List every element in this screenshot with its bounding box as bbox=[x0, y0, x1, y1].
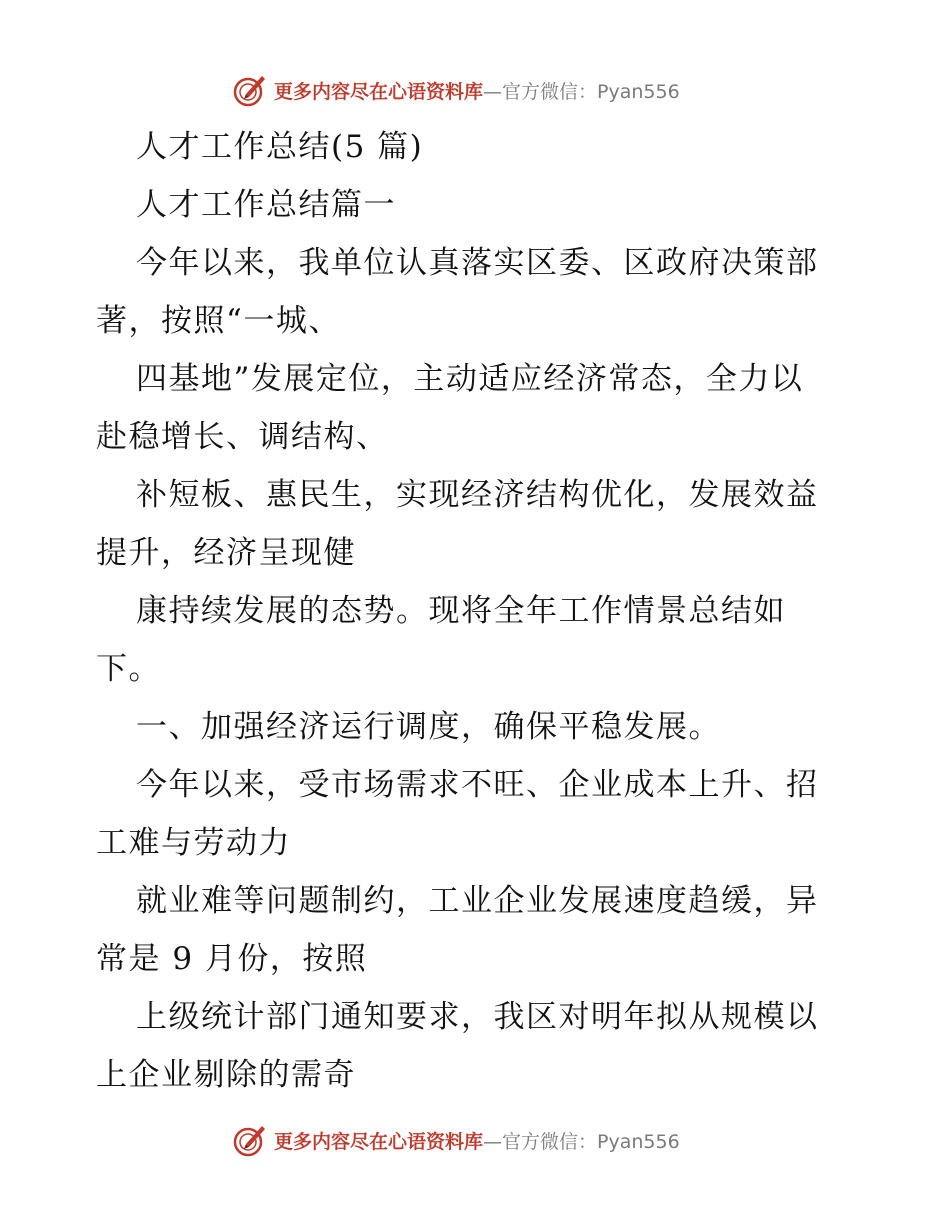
text-line: 著，按照“一城、 bbox=[96, 303, 341, 339]
watermark-brand: 更多内容尽在心语资料库 bbox=[274, 1130, 484, 1153]
footer-watermark bbox=[232, 1120, 680, 1160]
text-line: 常是 9 月份，按照 bbox=[96, 941, 368, 977]
watermark-contact: 官方微信：Pyan556 bbox=[502, 1130, 680, 1153]
document-body bbox=[96, 118, 856, 1104]
watermark-contact: 官方微信：Pyan556 bbox=[502, 80, 680, 103]
text-line: 今年以来，受市场需求不旺、企业成本上升、招 bbox=[136, 767, 819, 803]
text-line: 下。 bbox=[96, 651, 161, 687]
watermark-separator: — bbox=[483, 1130, 503, 1153]
quill-pen-logo-icon bbox=[232, 1122, 268, 1158]
text-line: 一、加强经济运行调度，确保平稳发展。 bbox=[136, 709, 721, 745]
quill-pen-logo-icon bbox=[232, 72, 268, 108]
text-line: 补短板、惠民生，实现经济结构优化，发展效益 bbox=[136, 477, 819, 513]
text-line: 就业难等问题制约，工业企业发展速度趋缓，异 bbox=[136, 883, 819, 919]
text-line: 上企业剔除的需奇 bbox=[96, 1057, 356, 1093]
text-line: 今年以来，我单位认真落实区委、区政府决策部 bbox=[136, 245, 819, 281]
text-line: 上级统计部门通知要求，我区对明年拟从规模以 bbox=[136, 999, 819, 1035]
text-line: 人才工作总结篇一 bbox=[136, 187, 396, 223]
watermark-text bbox=[274, 77, 680, 104]
text-line: 工难与劳动力 bbox=[96, 825, 291, 861]
watermark-text bbox=[274, 1127, 680, 1154]
text-line: 四基地”发展定位，主动适应经济常态，全力以 bbox=[136, 361, 804, 397]
text-line: 提升，经济呈现健 bbox=[96, 535, 356, 571]
header-watermark bbox=[232, 70, 680, 110]
watermark-brand: 更多内容尽在心语资料库 bbox=[274, 80, 484, 103]
text-line: 康持续发展的态势。现将全年工作情景总结如 bbox=[136, 593, 786, 629]
text-line: 人才工作总结(5 篇) bbox=[136, 129, 424, 165]
watermark-separator: — bbox=[483, 80, 503, 103]
text-line: 赴稳增长、调结构、 bbox=[96, 419, 389, 455]
